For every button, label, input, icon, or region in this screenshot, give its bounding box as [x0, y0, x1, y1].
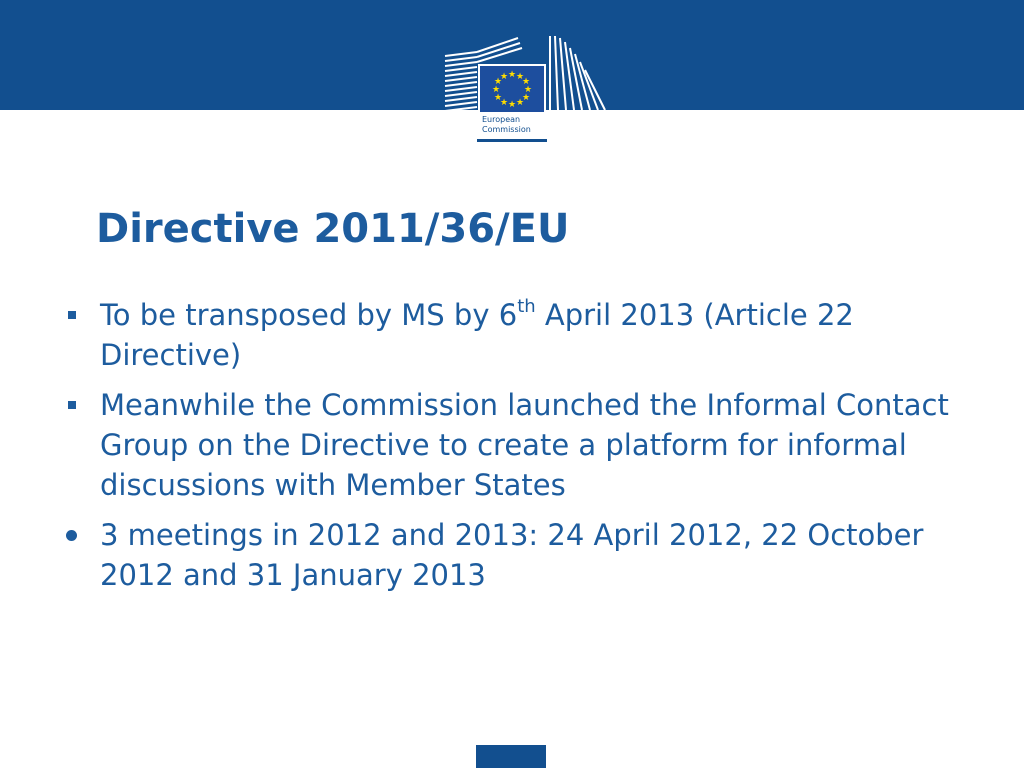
- bullet-text: 3 meetings in 2012 and 2013: 24 April 2012, 22 October 2012 and 31 January 2013: [100, 518, 924, 592]
- svg-text:★: ★: [521, 93, 531, 103]
- svg-text:★: ★: [515, 98, 525, 108]
- slide-title: Directive 2011/36/EU: [96, 206, 570, 252]
- square-bullet-icon: [68, 401, 76, 409]
- svg-text:★: ★: [499, 72, 509, 82]
- svg-text:★: ★: [499, 98, 509, 108]
- bullet-text-part: April 2013 (Article 22 Directive): [100, 298, 854, 372]
- logo-line-1: European: [482, 115, 521, 124]
- svg-text:★: ★: [507, 70, 517, 80]
- bullet-item: [60, 385, 980, 505]
- square-bullet-icon: [68, 311, 76, 319]
- round-bullet-icon: [66, 530, 77, 541]
- footer-eu-flag-icon: [476, 745, 546, 768]
- logo-underline: [477, 139, 547, 142]
- bullet-item: [60, 295, 980, 375]
- svg-text:★: ★: [521, 77, 531, 87]
- svg-text:★: ★: [515, 72, 525, 82]
- svg-text:★: ★: [491, 85, 501, 95]
- building-right-icon: [550, 36, 605, 110]
- bullet-text-part: To be transposed by MS by 6: [100, 298, 518, 332]
- ordinal-suffix: th: [517, 296, 536, 318]
- svg-text:★: ★: [507, 100, 517, 110]
- svg-text:★: ★: [493, 77, 503, 87]
- bullet-item: [60, 515, 980, 595]
- logo-wordmark: [482, 115, 531, 135]
- bullet-text: Meanwhile the Commission launched the Informal Contact Group on the Directive to create a platform for informal discussions with Member States: [100, 388, 949, 502]
- bullet-list: [60, 295, 980, 605]
- logo-line-2: Commission: [482, 125, 531, 134]
- svg-text:★: ★: [523, 85, 533, 95]
- svg-text:★: ★: [493, 93, 503, 103]
